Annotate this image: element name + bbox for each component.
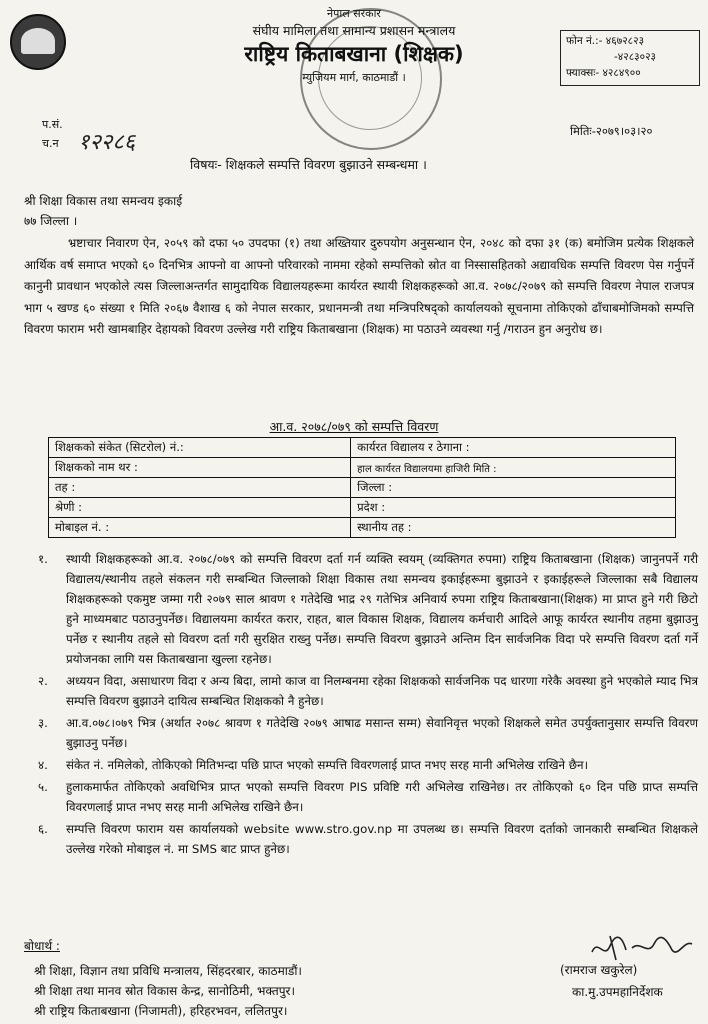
phone-line: -४२८३०२३ xyxy=(614,51,657,63)
item-number: १. xyxy=(38,552,48,566)
item-text: अध्ययन विदा, असाधारण विदा र अन्य बिदा, लामो काज वा निलम्बनमा रहेका शिक्षकको सार्वजनिक पद धारणा गरेकै अवस्था हुने भएकोले म्याद भित्र सम्पत्ति विवरण बुझाउने दायित्व सम्बन्धित शिक्षकको नै हुनेछ। xyxy=(66,674,698,708)
phone-fax-box xyxy=(560,30,700,86)
form-cell: शिक्षकको नाम थर : xyxy=(49,458,351,478)
table-row xyxy=(49,438,676,458)
form-cell: तह : xyxy=(49,478,351,498)
chalan-label: च.न xyxy=(42,137,59,150)
list-item xyxy=(38,713,698,753)
list-item xyxy=(38,671,698,711)
cc-line: श्री राष्ट्रिय किताबखाना (निजामती), हरिहरभवन, ललितपुर। xyxy=(34,1004,288,1018)
form-cell: प्रदेश : xyxy=(351,498,676,518)
form-cell: स्थानीय तह : xyxy=(351,518,676,538)
chalan-number: १२२८६ xyxy=(78,130,136,155)
item-text: स्थायी शिक्षकहरूको आ.व. २०७८/०७९ को सम्पत्ति विवरण दर्ता गर्न व्यक्ति स्वयम् (व्यक्तिगत रुपमा) राष्ट्रिय किताबखाना (शिक्षक) जानुनपर्ने गरी विद्यालय/स्थानीय तहले संकलन गरी सम्बन्धित जिल्लाको शिक्षा विकास तथा समन्वय इकाईहरूमा बुझाउने र इकाईहरूले जिल्लाका सबै विद्यालय शिक्षकहरूको एकमुष्ट जम्मा गरी २०७९ साल श्रावण १ गतेदेखि भाद्र २९ गतेभित्र अनिवार्य रुपमा राष्ट्रिय किताबखाना(शिक्षक) मा प्राप्त हुने गरी छिटो हुने माध्यमबाट पठाउनुपर्नेछ। विद्यालयमा कार्यरत करार, राहत, बाल विकास शिक्षक, विद्यालय कर्मचारी आदिले आफू कार्यरत स्थानीय तहमा बुझाउनु पर्नेछ र स्थानीय तहले सो विवरण दर्ता गरी सुरक्षित राख्नु पर्नेछ। सम्पत्ति विवरण बुझाउने अन्तिम दिन सार्वजनिक विदा परे सम्पत्ति विवरण दर्ता गर्ने प्रयोजनका लागि यस किताबखाना खुल्ला रहनेछ। xyxy=(66,552,698,666)
form-cell: शिक्षकको संकेत (सिटरोल) नं.: xyxy=(49,438,351,458)
signatory-name: (रामराज खकुरेल) xyxy=(560,963,638,977)
form-cell: हाल कार्यरत विद्यालयमा हाजिरी मिति : xyxy=(351,458,676,478)
item-text: संकेत नं. नमिलेको, तोकिएको मितिभन्दा पछि प्राप्त भएको सम्पत्ति विवरणलाई प्राप्त नभए सरह मानी अभिलेख राखिने छैन। xyxy=(66,758,589,772)
organization-address: म्युजियम मार्ग, काठमाडौं । xyxy=(302,71,406,84)
signatory-designation: का.मु.उपमहानिर्देशक xyxy=(572,985,663,999)
form-cell: मोबाइल नं. : xyxy=(49,518,351,538)
list-item xyxy=(38,755,698,775)
item-text: आ.व.०७८।०७९ भित्र (अर्थात २०७८ श्रावण १ गतेदेखि २०७९ आषाढ मसान्त सम्म) सेवानिवृत्त भएको शिक्षकले समेत उपर्युक्तानुसार सम्पत्ति विवरण बुझाउनु पर्नेछ। xyxy=(66,716,698,750)
phone-line: फोन नं.:- ४६७२८२३ xyxy=(566,35,645,47)
list-item xyxy=(38,819,698,859)
cc-line: श्री शिक्षा तथा मानव स्रोत विकास केन्द्र, सानोठिमी, भक्तपुर। xyxy=(34,984,295,998)
organization-name: राष्ट्रिय किताबखाना (शिक्षक) xyxy=(244,42,464,66)
form-cell: कार्यरत विद्यालय र ठेगाना : xyxy=(351,438,676,458)
recipient-line: श्री शिक्षा विकास तथा समन्वय इकाई xyxy=(24,194,183,208)
item-number: ५. xyxy=(38,780,48,794)
recipient-line: ७७ जिल्ला । xyxy=(24,214,78,228)
item-text: सम्पत्ति विवरण फाराम यस कार्यालयको website www.stro.gov.np मा उपलब्ध छ। सम्पत्ति विवरण दर्ताको जानकारी सम्बन्धित शिक्षकले उल्लेख गरेको मोबाइल नं. मा SMS बाट प्राप्त हुनेछ। xyxy=(66,822,698,856)
ministry-name: संघीय मामिला तथा सामान्य प्रशासन मन्त्रालय xyxy=(252,23,456,38)
item-text: हुलाकमार्फत तोकिएको अवधिभित्र प्राप्त भएको सम्पत्ति विवरण PIS प्रविष्टि गरी अभिलेख राखिनेछ। तर तोकिएको ६० दिन पछि प्राप्त सम्पत्ति विवरणलाई प्राप्त नभए सरह मानी अभिलेख राखिने छैन। xyxy=(66,780,698,814)
govt-name: नेपाल सरकार xyxy=(327,7,381,20)
letter-date: मितिः-२०७९।०३।२० xyxy=(570,124,653,138)
table-row xyxy=(49,518,676,538)
table-row xyxy=(49,498,676,518)
form-cell: श्रेणी : xyxy=(49,498,351,518)
form-cell: जिल्ला : xyxy=(351,478,676,498)
item-number: २. xyxy=(38,674,48,688)
table-row xyxy=(49,478,676,498)
item-number: ६. xyxy=(38,822,48,836)
cc-line: श्री शिक्षा, विज्ञान तथा प्रविधि मन्त्रालय, सिंहदरबार, काठमाडौं। xyxy=(34,964,302,978)
cc-title: बोधार्थ : xyxy=(24,939,60,953)
ps-label: प.सं. xyxy=(42,118,63,131)
table-title: आ.व. २०७८/०७९ को सम्पत्ति विवरण xyxy=(269,419,439,434)
envelope-details-form xyxy=(48,437,676,538)
item-number: ४. xyxy=(38,758,48,772)
letter-subject: विषयः- शिक्षकले सम्पत्ति विवरण बुझाउने सम्बन्धमा । xyxy=(190,157,427,172)
fax-line: फ्याक्सः- ४२८४९०० xyxy=(566,67,641,79)
item-number: ३. xyxy=(38,716,48,730)
instruction-list xyxy=(38,549,698,859)
list-item xyxy=(38,777,698,817)
body-paragraph: भ्रष्टाचार निवारण ऐन, २०५९ को दफा ५० उपदफा (१) तथा अख्तियार दुरुपयोग अनुसन्धान ऐन, २०४८ को दफा ३१ (क) बमोजिम प्रत्येक शिक्षकले आर्थिक वर्ष समाप्त भएको ६० दिनभित्र आफ्नो वा आफ्नो परिवारको नाममा रहेको सम्पत्तिको स्रोत वा निस्सासहितको अद्यावधिक सम्पत्ति विवरण पेस गर्नुपर्ने कानुनी प्रावधान भएकोले त्यस जिल्लाअन्तर्गत सामुदायिक विद्यालयहरूमा कार्यरत स्थायी शिक्षकहरूको आ.व. २०७८/२०७९ को सम्पत्ति विवरण नेपाल राजपत्र भाग ५ खण्ड ६० संख्या १ मिति २०६७ वैशाख ६ को नेपाल सरकार, प्रधानमन्त्री तथा मन्त्रिपरिषद्को कार्यालयको सूचनामा तोकिएको ढाँचाबमोजिमको सम्पत्ति विवरण फाराम भरी खामबाहिर देहायको विवरण उल्लेख गरी राष्ट्रिय किताबखाना (शिक्षक) मा पठाउने व्यवस्था गर्नु /गराउन हुन अनुरोध छ। xyxy=(24,236,695,336)
list-item xyxy=(38,549,698,669)
table-row xyxy=(49,458,676,478)
